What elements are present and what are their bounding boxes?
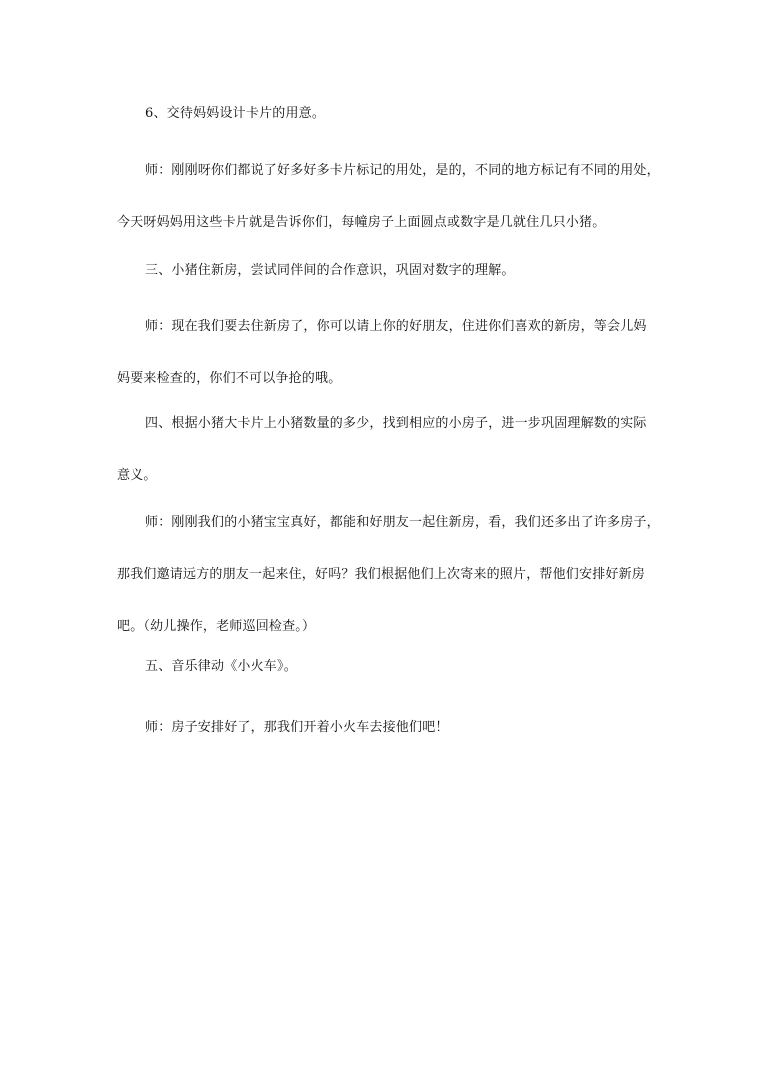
paragraph-teacher-new-house <box>117 301 647 405</box>
text-line: 6、交待妈妈设计卡片的用意。 <box>145 106 326 121</box>
text-line: 四、根据小猪大卡片上小猪数量的多少，找到相应的小房子，进一步巩固理解数的实际 <box>145 416 647 431</box>
text-line: 吧。（幼儿操作，老师巡回检查。） <box>117 619 316 634</box>
text-line: 今天呀妈妈用这些卡片就是告诉你们，每幢房子上面圆点或数字是几就住几只小猪。 <box>117 215 606 230</box>
paragraph-teacher-extra-houses <box>117 497 660 653</box>
paragraph-step-6 <box>117 88 647 140</box>
paragraph-section-5 <box>117 641 647 693</box>
text-line: 师：房子安排好了，那我们开着小火车去接他们吧！ <box>145 720 449 735</box>
text-line: 五、音乐律动《小火车》。 <box>145 659 297 674</box>
text-line: 那我们邀请远方的朋友一起来住，好吗？我们根据他们上次寄来的照片，帮他们安排好新房 <box>117 567 646 582</box>
paragraph-section-3 <box>117 245 647 297</box>
paragraph-section-4 <box>117 398 647 502</box>
text-line: 三、小猪住新房，尝试同伴间的合作意识，巩固对数字的理解。 <box>145 263 515 278</box>
text-line: 妈要来检查的，你们不可以争抢的哦。 <box>117 371 342 386</box>
text-line: 意义。 <box>117 468 157 483</box>
paragraph-teacher-train <box>117 702 647 754</box>
text-line: 师：现在我们要去住新房了，你可以请上你的好朋友，住进你们喜欢的新房，等会儿妈 <box>145 319 647 334</box>
text-line: 师：刚刚我们的小猪宝宝真好，都能和好朋友一起住新房，看，我们还多出了许多房子， <box>145 515 660 530</box>
paragraph-teacher-cards <box>117 145 660 249</box>
text-line: 师：刚刚呀你们都说了好多好多卡片标记的用处，是的，不同的地方标记有不同的用处， <box>145 163 660 178</box>
